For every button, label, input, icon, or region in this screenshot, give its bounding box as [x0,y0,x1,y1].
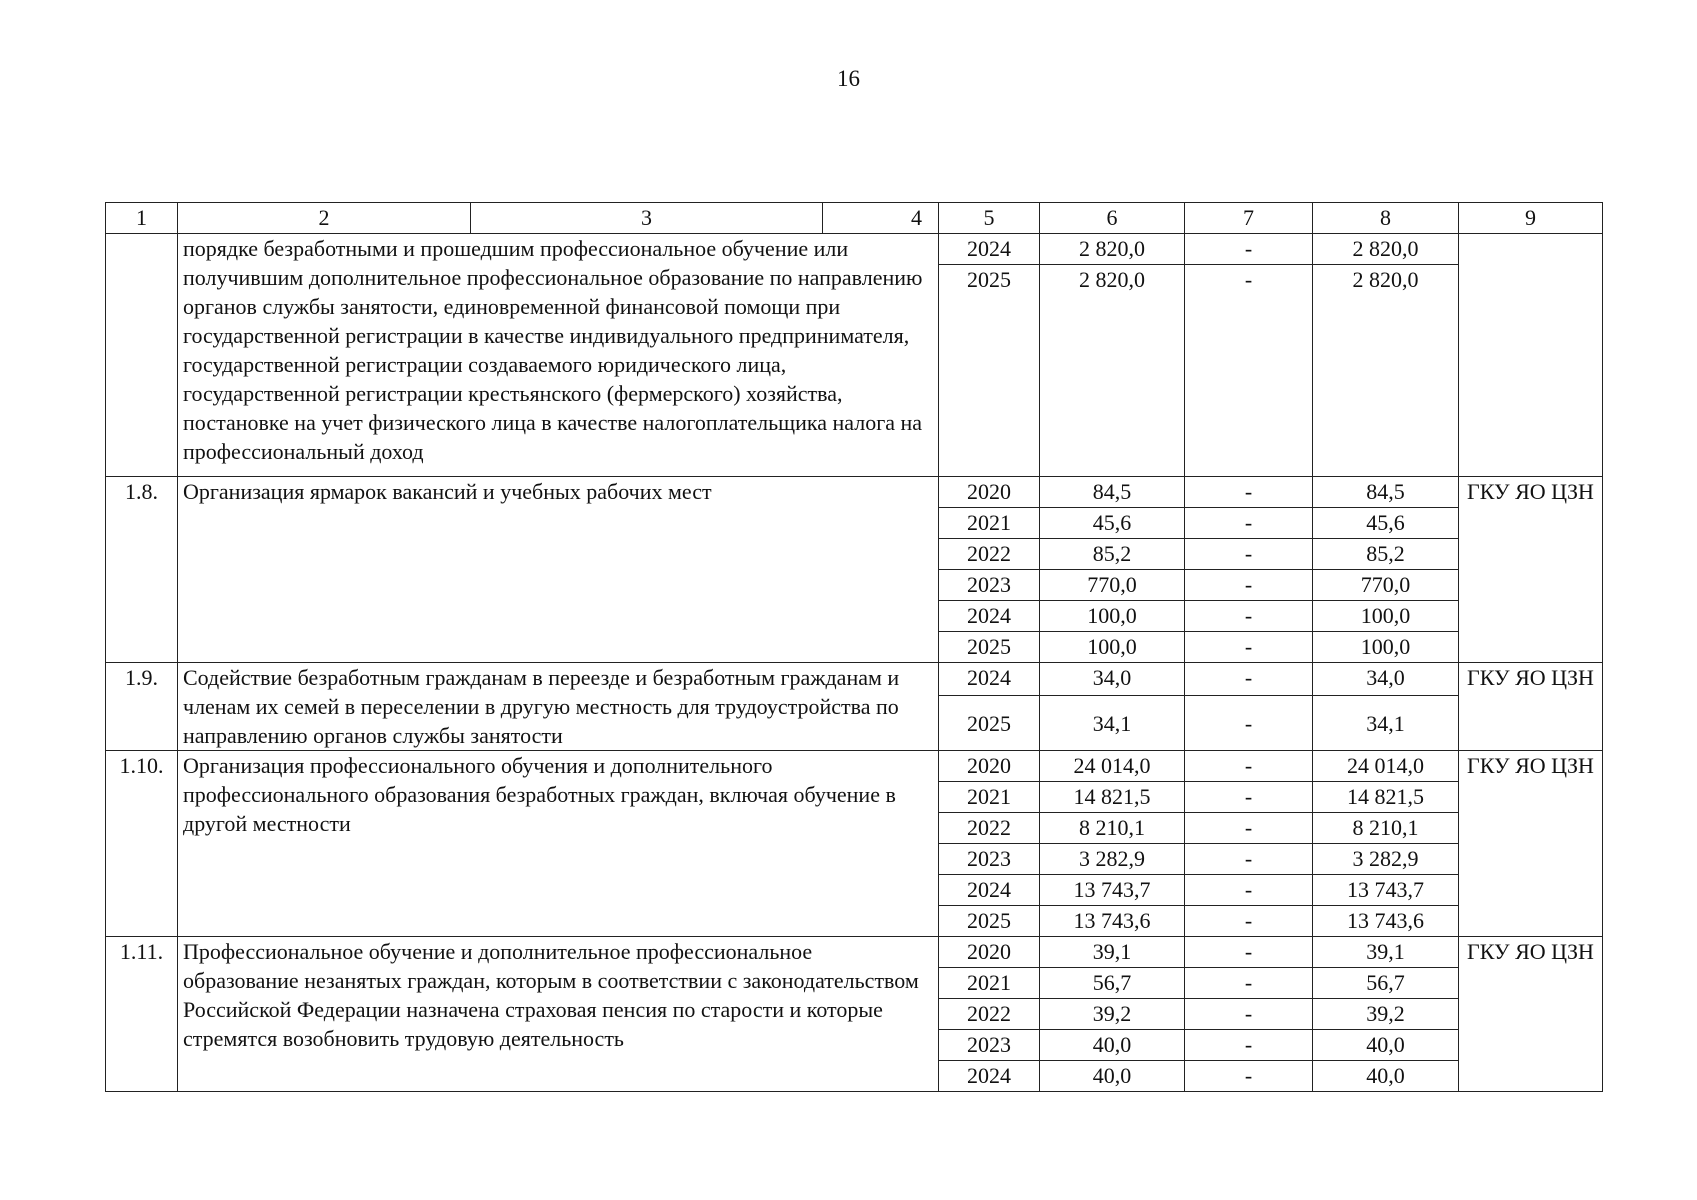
col7-cell: - [1185,601,1313,632]
col7-cell: - [1185,813,1313,844]
year-cell: 2024 [939,234,1040,265]
total-cell: 40,0 [1040,1030,1185,1061]
col8-cell: 100,0 [1313,601,1459,632]
col8-cell: 100,0 [1313,632,1459,663]
total-cell: 2 820,0 [1040,234,1185,265]
total-cell: 14 821,5 [1040,782,1185,813]
table-row [106,477,1603,508]
year-cell: 2023 [939,570,1040,601]
header-col-5: 5 [939,203,1040,234]
col8-cell: 40,0 [1313,1030,1459,1061]
item-description: Организация профессионального обучения и дополнительного профессионального образования безработных граждан, включая обучение в другой местности [178,751,939,937]
year-cell: 2020 [939,937,1040,968]
total-cell: 8 210,1 [1040,813,1185,844]
table-row [106,751,1603,782]
year-cell: 2020 [939,751,1040,782]
table-row [106,937,1603,968]
item-number-cell: 1.11. [106,937,178,1092]
col7-cell: - [1185,1030,1313,1061]
page-number: 16 [837,66,860,91]
table-row [106,234,1603,265]
header-col-1: 1 [106,203,178,234]
col7-cell: - [1185,968,1313,999]
col8-cell: 3 282,9 [1313,844,1459,875]
col7-cell: - [1185,265,1313,477]
col7-cell: - [1185,508,1313,539]
col8-cell: 39,2 [1313,999,1459,1030]
col8-cell: 770,0 [1313,570,1459,601]
year-cell: 2024 [939,1061,1040,1092]
col7-cell: - [1185,663,1313,696]
col8-cell: 84,5 [1313,477,1459,508]
year-cell: 2024 [939,663,1040,696]
item-number-cell: 1.8. [106,477,178,663]
header-row [106,203,1603,234]
col7-cell: - [1185,875,1313,906]
year-cell: 2025 [939,632,1040,663]
col7-cell: - [1185,539,1313,570]
col7-cell: - [1185,844,1313,875]
col8-cell: 39,1 [1313,937,1459,968]
col7-cell: - [1185,999,1313,1030]
col8-cell: 2 820,0 [1313,234,1459,265]
total-cell: 24 014,0 [1040,751,1185,782]
item-description: Организация ярмарок вакансий и учебных рабочих мест [178,477,939,663]
total-cell: 13 743,6 [1040,906,1185,937]
year-cell: 2024 [939,875,1040,906]
header-col-6: 6 [1040,203,1185,234]
col7-cell: - [1185,696,1313,751]
total-cell: 85,2 [1040,539,1185,570]
executor-cell: ГКУ ЯО ЦЗН [1459,937,1603,1092]
total-cell: 34,0 [1040,663,1185,696]
year-cell: 2021 [939,968,1040,999]
total-cell: 39,1 [1040,937,1185,968]
total-cell: 100,0 [1040,601,1185,632]
header-col-9: 9 [1459,203,1603,234]
year-cell: 2024 [939,601,1040,632]
item-description: Содействие безработным гражданам в переезде и безработным гражданам и членам их семей в переселении в другую местность для трудоустройства по направлению органов службы занятости [178,663,939,751]
executor-cell: ГКУ ЯО ЦЗН [1459,751,1603,937]
item-description: порядке безработными и прошедшим профессиональное обучение или получившим дополнительное профессиональное образование по направлению органов службы занятости, единовременной финансовой помощи при государственной регистрации в качестве индивидуального предпринимателя, государственной регистрации создаваемого юридического лица, государственной регистрации крестьянского (фермерского) хозяйства, постановке на учет физического лица в качестве налогоплательщика налога на профессиональный доход [178,234,939,477]
executor-cell: ГКУ ЯО ЦЗН [1459,477,1603,663]
col8-cell: 34,1 [1313,696,1459,751]
header-col-7: 7 [1185,203,1313,234]
header-col-4: 4 [823,203,939,234]
col7-cell: - [1185,234,1313,265]
header-col-8: 8 [1313,203,1459,234]
col8-cell: 24 014,0 [1313,751,1459,782]
year-cell: 2023 [939,844,1040,875]
col7-cell: - [1185,751,1313,782]
col7-cell: - [1185,570,1313,601]
year-cell: 2022 [939,539,1040,570]
item-number-cell: 1.10. [106,751,178,937]
table-row [106,663,1603,696]
col7-cell: - [1185,906,1313,937]
col7-cell: - [1185,1061,1313,1092]
col8-cell: 8 210,1 [1313,813,1459,844]
col8-cell: 2 820,0 [1313,265,1459,477]
year-cell: 2020 [939,477,1040,508]
total-cell: 100,0 [1040,632,1185,663]
year-cell: 2022 [939,999,1040,1030]
header-col-2: 2 [178,203,471,234]
col7-cell: - [1185,782,1313,813]
year-cell: 2025 [939,906,1040,937]
total-cell: 3 282,9 [1040,844,1185,875]
header-col-3: 3 [471,203,823,234]
col8-cell: 13 743,7 [1313,875,1459,906]
item-number-cell [106,234,178,477]
item-description: Профессиональное обучение и дополнительное профессиональное образование незанятых граждан, которым в соответствии с законодательством Российской Федерации назначена страховая пенсия по старости и которые стремятся возобновить трудовую деятельность [178,937,939,1092]
total-cell: 56,7 [1040,968,1185,999]
total-cell: 84,5 [1040,477,1185,508]
total-cell: 13 743,7 [1040,875,1185,906]
col8-cell: 34,0 [1313,663,1459,696]
col8-cell: 13 743,6 [1313,906,1459,937]
col8-cell: 14 821,5 [1313,782,1459,813]
total-cell: 39,2 [1040,999,1185,1030]
executor-cell [1459,234,1603,477]
year-cell: 2021 [939,782,1040,813]
total-cell: 40,0 [1040,1061,1185,1092]
item-number-cell: 1.9. [106,663,178,751]
year-cell: 2021 [939,508,1040,539]
col8-cell: 45,6 [1313,508,1459,539]
year-cell: 2022 [939,813,1040,844]
activities-table [105,202,1603,1092]
total-cell: 2 820,0 [1040,265,1185,477]
year-cell: 2023 [939,1030,1040,1061]
col7-cell: - [1185,937,1313,968]
col8-cell: 85,2 [1313,539,1459,570]
executor-cell: ГКУ ЯО ЦЗН [1459,663,1603,751]
col8-cell: 40,0 [1313,1061,1459,1092]
col8-cell: 56,7 [1313,968,1459,999]
total-cell: 34,1 [1040,696,1185,751]
col7-cell: - [1185,632,1313,663]
year-cell: 2025 [939,696,1040,751]
total-cell: 770,0 [1040,570,1185,601]
year-cell: 2025 [939,265,1040,477]
total-cell: 45,6 [1040,508,1185,539]
col7-cell: - [1185,477,1313,508]
